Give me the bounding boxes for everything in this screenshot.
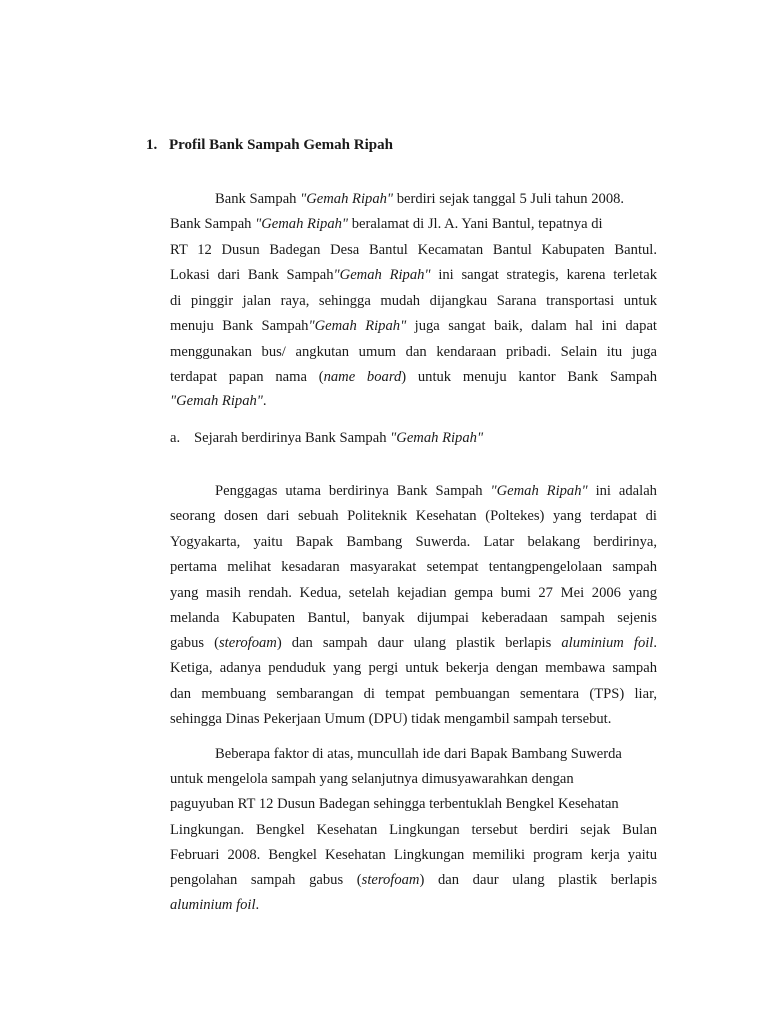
paragraph-line: Lingkungan. Bengkel Kesehatan Lingkungan tersebut berdiri sejak Bulan	[170, 822, 657, 838]
section-title: Profil Bank Sampah Gemah Ripah	[169, 137, 393, 153]
paragraph-line: menuju Bank Sampah"Gemah Ripah" juga sangat baik, dalam hal ini dapat	[170, 318, 657, 334]
paragraph-line: pengolahan sampah gabus (sterofoam) dan daur ulang plastik berlapis	[170, 872, 658, 888]
section-heading	[146, 137, 393, 154]
paragraph-line: paguyuban RT 12 Dusun Badegan sehingga terbentuklah Bengkel Kesehatan	[170, 796, 619, 812]
paragraph-line: Ketiga, adanya penduduk yang pergi untuk bekerja dengan membawa sampah	[170, 660, 657, 676]
paragraph-line: gabus (sterofoam) dan sampah daur ulang plastik berlapis aluminium foil.	[170, 635, 658, 651]
paragraph-line: RT 12 Dusun Badegan Desa Bantul Kecamatan Bantul Kabupaten Bantul.	[170, 242, 657, 258]
paragraph-line: di pinggir jalan raya, sehingga mudah dijangkau Sarana transportasi untuk	[170, 293, 657, 309]
paragraph-line: Februari 2008. Bengkel Kesehatan Lingkungan memiliki program kerja yaitu	[170, 847, 657, 863]
subsection-heading	[170, 426, 657, 450]
paragraph-line: Yogyakarta, yaitu Bapak Bambang Suwerda. Latar belakang berdirinya,	[170, 534, 657, 550]
paragraph-line: pertama melihat kesadaran masyarakat setempat tentangpengelolaan sampah	[170, 559, 657, 575]
paragraph-line: untuk mengelola sampah yang selanjutnya dimusyawarahkan dengan	[170, 771, 574, 787]
paragraph-line: dan membuang sembarangan di tempat pembuangan sementara (TPS) liar,	[170, 686, 657, 702]
subsection-title: Sejarah berdirinya Bank Sampah	[194, 430, 391, 446]
paragraph-line: menggunakan bus/ angkutan umum dan kendaraan pribadi. Selain itu juga	[170, 344, 657, 360]
subsection-title-italic: "Gemah Ripah"	[390, 430, 484, 446]
paragraph-line: melanda Kabupaten Bantul, banyak dijumpai keberadaan sampah sejenis	[170, 610, 657, 626]
section-number: 1.	[146, 137, 158, 153]
paragraph-line: Beberapa faktor di atas, muncullah ide dari Bapak Bambang Suwerda	[215, 746, 622, 762]
paragraph-line: yang masih rendah. Kedua, setelah kejadian gempa bumi 27 Mei 2006 yang	[170, 585, 657, 601]
subsection-letter: a.	[170, 430, 181, 446]
paragraph-line: Lokasi dari Bank Sampah"Gemah Ripah" ini sangat strategis, karena terletak	[170, 267, 657, 283]
paragraph-line: Bank Sampah "Gemah Ripah" berdiri sejak tanggal 5 Juli tahun 2008.	[215, 191, 625, 207]
paragraph-line: "Gemah Ripah".	[170, 393, 267, 409]
paragraph-line: seorang dosen dari sebuah Politeknik Kesehatan (Poltekes) yang terdapat di	[170, 508, 657, 524]
paragraph-line: Bank Sampah "Gemah Ripah" beralamat di Jl. A. Yani Bantul, tepatnya di	[170, 216, 603, 232]
paragraph-line: Penggagas utama berdirinya Bank Sampah "Gemah Ripah" ini adalah	[215, 483, 657, 499]
paragraph-line: aluminium foil.	[170, 897, 260, 913]
paragraph-line: sehingga Dinas Pekerjaan Umum (DPU) tidak mengambil sampah tersebut.	[170, 711, 612, 727]
paragraph-line: terdapat papan nama (name board) untuk menuju kantor Bank Sampah	[170, 369, 657, 385]
